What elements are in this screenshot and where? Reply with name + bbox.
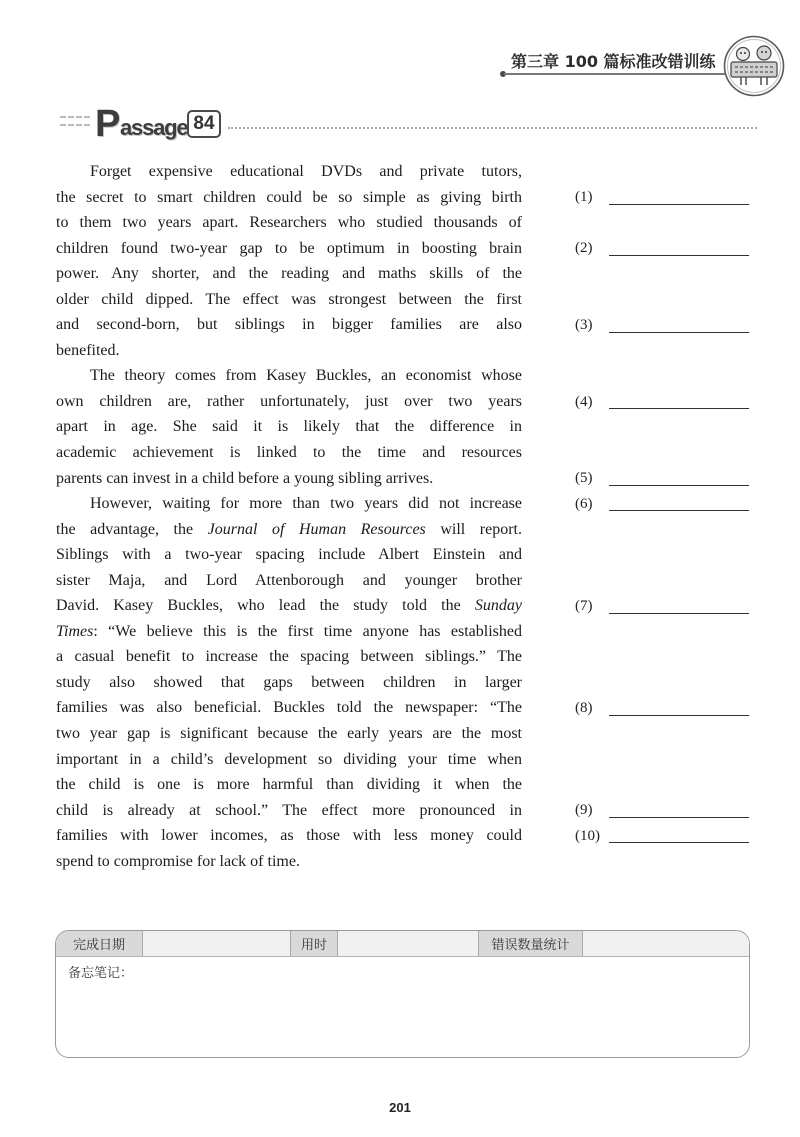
newspaper-title: Times — [56, 622, 94, 640]
passage-line: to them two years apart. Researchers who studied thousands of — [56, 214, 522, 232]
completion-record-box — [55, 930, 750, 1058]
passage-line: benefited. — [56, 341, 120, 359]
header-rule — [504, 73, 726, 75]
passage-row — [56, 185, 749, 211]
answer-number: (6) — [575, 495, 593, 512]
answer-slot — [575, 468, 749, 488]
passage-row — [56, 798, 749, 824]
record-header-row — [56, 931, 749, 957]
line-text: David. Kasey Buckles, who lead the study told the — [56, 597, 475, 615]
passage-line: study also showed that gaps between children in larger — [56, 673, 522, 691]
passage-line: the secret to smart children could be so simple as giving birth — [56, 188, 522, 206]
passage-row — [56, 568, 749, 594]
answer-slot — [575, 187, 749, 207]
journal-title: Journal of Human Resources — [207, 520, 426, 538]
answer-number: (7) — [575, 598, 593, 615]
passage-line: own children are, rather unfortunately, just over two years — [56, 392, 522, 410]
passage-row — [56, 695, 749, 721]
passage-line: academic achievement is linked to the time and resources — [56, 444, 522, 462]
answer-slot — [575, 392, 749, 412]
passage-line: and second-born, but siblings in bigger families are also — [56, 316, 522, 334]
answer-number: (9) — [575, 802, 593, 819]
answer-number: (1) — [575, 189, 593, 206]
answer-slot — [575, 826, 749, 846]
passage-row — [56, 389, 749, 415]
answer-blank — [609, 842, 749, 843]
passage-number-badge: 84 — [187, 110, 221, 138]
answer-number: (4) — [575, 393, 593, 410]
answer-slot — [575, 596, 749, 616]
time-used-label: 用时 — [291, 931, 338, 956]
passage-line: However, waiting for more than two years did not increase — [90, 495, 522, 513]
answer-slot — [575, 238, 749, 258]
passage-row — [56, 466, 749, 492]
passage-line: child is already at school.” The effect more pronounced in — [56, 801, 522, 819]
passage-row — [56, 542, 749, 568]
passage-body — [56, 159, 749, 874]
passage-row — [56, 440, 749, 466]
passage-paragraph — [56, 159, 749, 363]
answer-blank — [609, 485, 749, 486]
answer-number: (8) — [575, 700, 593, 717]
passage-row — [56, 670, 749, 696]
passage-line: families with lower incomes, as those with less money could — [56, 827, 522, 845]
passage-row — [56, 517, 749, 543]
title-decoration — [60, 116, 90, 128]
line-text: will report. — [425, 520, 523, 538]
answer-blank — [609, 255, 749, 256]
answer-number: (3) — [575, 317, 593, 334]
passage-row — [56, 491, 749, 517]
passage-line: The theory comes from Kasey Buckles, an economist whose — [90, 367, 522, 385]
passage-row — [56, 849, 749, 875]
answer-blank — [609, 715, 749, 716]
answer-slot — [575, 494, 749, 514]
passage-line — [56, 517, 522, 543]
answer-blank — [609, 613, 749, 614]
passage-line: parents can invest in a child before a young sibling arrives. — [56, 469, 434, 487]
passage-line: spend to compromise for lack of time. — [56, 852, 300, 870]
passage-line: the child is one is more harmful than dividing it when the — [56, 776, 522, 794]
passage-row — [56, 236, 749, 262]
passage-line: two year gap is significant because the early years are the most — [56, 725, 522, 743]
passage-row — [56, 261, 749, 287]
passage-row — [56, 414, 749, 440]
passage-row — [56, 772, 749, 798]
passage-line: families was also beneficial. Buckles told the newspaper: “The — [56, 699, 522, 717]
time-used-cell — [338, 931, 479, 956]
passage-row — [56, 159, 749, 185]
mascot-logo-icon — [721, 35, 787, 97]
passage-row — [56, 287, 749, 313]
error-count-cell — [583, 931, 749, 956]
answer-slot — [575, 698, 749, 718]
passage-line — [56, 619, 522, 645]
chapter-title: 第三章 100 篇标准改错训练 — [511, 52, 716, 71]
passage-title: assage — [120, 115, 188, 140]
line-text: : “We believe this is the first time anyone has established — [93, 622, 522, 640]
answer-slot — [575, 800, 749, 820]
line-text: the advantage, the — [56, 520, 208, 538]
answer-blank — [609, 817, 749, 818]
passage-row — [56, 338, 749, 364]
passage-line: Forget expensive educational DVDs and private tutors, — [90, 163, 522, 180]
passage-row — [56, 823, 749, 849]
passage-line: sister Maja, and Lord Attenborough and younger brother — [56, 571, 522, 589]
passage-title-initial: P — [95, 103, 121, 145]
passage-line: children found two-year gap to be optimum in boosting brain — [56, 239, 522, 257]
passage-row — [56, 721, 749, 747]
passage-row — [56, 210, 749, 236]
passage-line: power. Any shorter, and the reading and maths skills of the — [56, 265, 522, 283]
answer-number: (5) — [575, 470, 593, 487]
passage-row — [56, 312, 749, 338]
completion-date-label: 完成日期 — [56, 931, 143, 956]
answer-slot — [575, 315, 749, 335]
answer-blank — [609, 510, 749, 511]
passage-line: important in a child’s development so dividing your time when — [56, 750, 522, 768]
error-count-label: 错误数量统计 — [479, 931, 583, 956]
passage-paragraph — [56, 363, 749, 491]
answer-blank — [609, 204, 749, 205]
title-dotted-rule — [228, 127, 757, 129]
answer-blank — [609, 332, 749, 333]
answer-number: (10) — [575, 827, 600, 844]
passage-row — [56, 644, 749, 670]
answer-blank — [609, 408, 749, 409]
passage-row — [56, 747, 749, 773]
passage-row — [56, 593, 749, 619]
answer-number: (2) — [575, 240, 593, 257]
passage-line: Siblings with a two-year spacing include Albert Einstein and — [56, 546, 522, 564]
newspaper-title: Sunday — [474, 597, 522, 615]
passage-paragraph — [56, 491, 749, 874]
notes-label: 备忘笔记： — [68, 966, 134, 981]
passage-line: older child dipped. The effect was strongest between the first — [56, 290, 522, 308]
passage-line: apart in age. She said it is likely that the difference in — [56, 418, 522, 436]
passage-line: a casual benefit to increase the spacing between siblings.” The — [56, 648, 522, 666]
page-number: 201 — [389, 1100, 411, 1115]
passage-line — [56, 593, 522, 619]
completion-date-cell — [143, 931, 291, 956]
passage-row — [56, 363, 749, 389]
passage-row — [56, 619, 749, 645]
